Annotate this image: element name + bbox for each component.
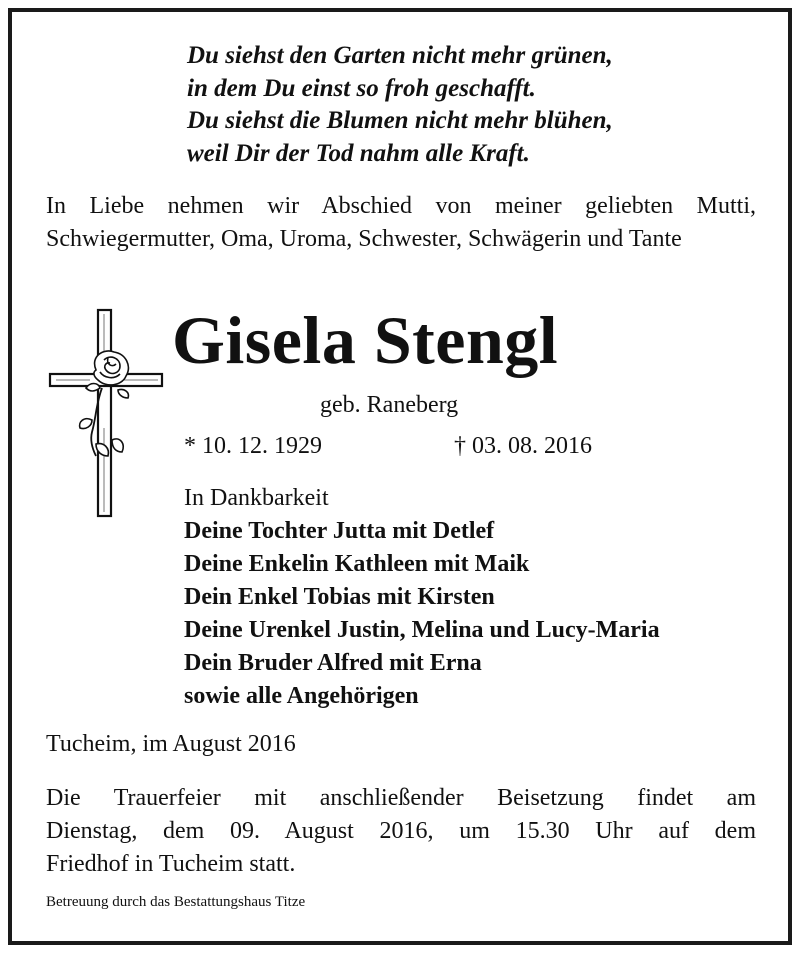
deceased-name: Gisela Stengl bbox=[172, 302, 559, 378]
mourner-line: Deine Enkelin Kathleen mit Maik bbox=[184, 551, 530, 577]
service-line: Dienstag, dem 09. August 2016, um 15.30 Uhr auf dem bbox=[46, 818, 756, 844]
cross-with-rose-icon bbox=[46, 308, 166, 520]
mourner-line: sowie alle Angehörigen bbox=[184, 683, 419, 709]
birth-date: * 10. 12. 1929 bbox=[184, 433, 322, 459]
mourners-list bbox=[184, 515, 660, 713]
poem bbox=[187, 40, 613, 170]
mourners-heading: In Dankbarkeit bbox=[184, 485, 329, 511]
mourner-line: Dein Enkel Tobias mit Kirsten bbox=[184, 584, 495, 610]
maiden-name: geb. Raneberg bbox=[320, 392, 459, 418]
poem-line: Du siehst den Garten nicht mehr grünen, bbox=[187, 42, 613, 69]
service-notice bbox=[46, 782, 756, 881]
mourner-line: Dein Bruder Alfred mit Erna bbox=[184, 650, 482, 676]
service-line: Friedhof in Tucheim statt. bbox=[46, 851, 296, 877]
poem-line: Du siehst die Blumen nicht mehr blühen, bbox=[187, 107, 613, 134]
place-date: Tucheim, im August 2016 bbox=[46, 731, 296, 757]
service-line: Die Trauerfeier mit anschließender Beisetzung findet am bbox=[46, 785, 756, 811]
poem-line: in dem Du einst so froh geschafft. bbox=[187, 74, 536, 102]
mourner-line: Deine Urenkel Justin, Melina und Lucy-Maria bbox=[184, 617, 660, 643]
undertaker-note: Betreuung durch das Bestattungshaus Titze bbox=[46, 894, 306, 910]
mourner-line: Deine Tochter Jutta mit Detlef bbox=[184, 518, 495, 544]
poem-line: weil Dir der Tod nahm alle Kraft. bbox=[187, 139, 530, 167]
mourners-block bbox=[184, 482, 660, 713]
obituary-frame bbox=[8, 8, 792, 945]
intro-text: In Liebe nehmen wir Abschied von meiner geliebten Mutti, Schwiegermutter, Oma, Uroma, Schwester, Schwägerin und Tante bbox=[46, 193, 756, 252]
death-date: † 03. 08. 2016 bbox=[454, 433, 592, 459]
